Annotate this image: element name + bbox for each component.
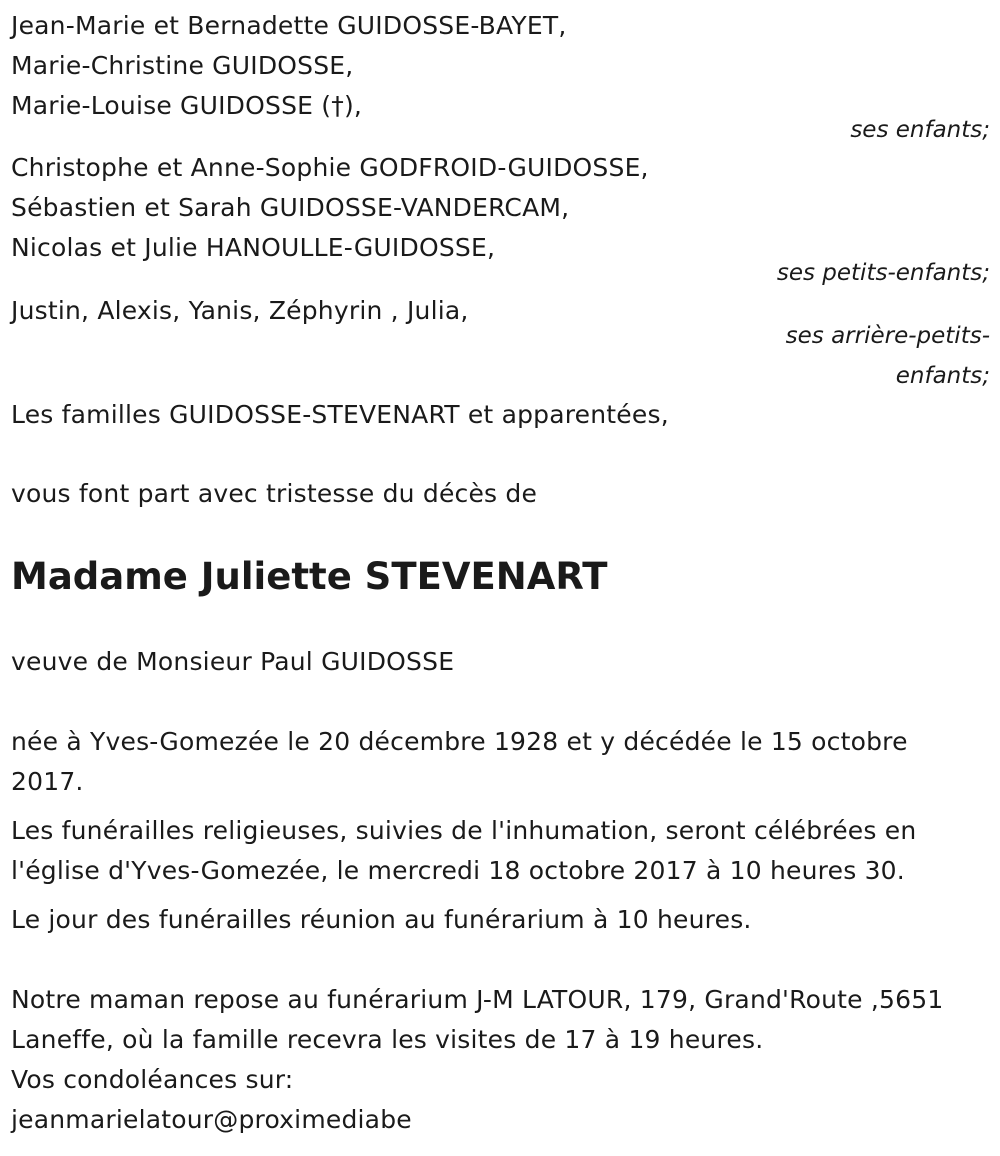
funeral-line-2: l'église d'Yves-Gomezée, le mercredi 18 octobre 2017 à 10 heures 30. — [11, 856, 905, 885]
deceased-name: Madame Juliette STEVENART — [11, 555, 608, 598]
birth-death-line-1: née à Yves-Gomezée le 20 décembre 1928 et y décédée le 15 octobre — [11, 727, 908, 756]
condolences-label: Vos condoléances sur: — [11, 1065, 294, 1094]
announcement-line: vous font part avec tristesse du décès de — [11, 479, 538, 508]
rest-line-2: Laneffe, où la famille recevra les visites de 17 à 19 heures. — [11, 1025, 764, 1054]
great-grandchildren-role-2: enfants; — [895, 363, 990, 389]
widow-of-line: veuve de Monsieur Paul GUIDOSSE — [11, 647, 455, 676]
child-line-2: Marie-Christine GUIDOSSE, — [11, 51, 354, 80]
meeting-line: Le jour des funérailles réunion au funérarium à 10 heures. — [11, 905, 752, 934]
child-line-3: Marie-Louise GUIDOSSE (†), — [11, 91, 363, 120]
condolences-email[interactable]: jeanmarielatour@proximediabe — [11, 1105, 412, 1134]
great-grandchildren-line: Justin, Alexis, Yanis, Zéphyrin , Julia, — [11, 296, 469, 325]
birth-death-line-2: 2017. — [11, 767, 84, 796]
child-line-1: Jean-Marie et Bernadette GUIDOSSE-BAYET, — [11, 11, 567, 40]
grandchild-line-3: Nicolas et Julie HANOULLE-GUIDOSSE, — [11, 233, 496, 262]
grandchild-line-2: Sébastien et Sarah GUIDOSSE-VANDERCAM, — [11, 193, 570, 222]
great-grandchildren-role-1: ses arrière-petits- — [785, 323, 990, 349]
funeral-line-1: Les funérailles religieuses, suivies de l'inhumation, seront célébrées en — [11, 816, 917, 845]
grandchild-line-1: Christophe et Anne-Sophie GODFROID-GUIDOSSE, — [11, 153, 649, 182]
rest-line-1: Notre maman repose au funérarium J-M LATOUR, 179, Grand'Route ,5651 — [11, 985, 944, 1014]
families-line: Les familles GUIDOSSE-STEVENART et apparentées, — [11, 400, 669, 429]
children-role: ses enfants; — [850, 117, 990, 143]
grandchildren-role: ses petits-enfants; — [776, 260, 990, 286]
